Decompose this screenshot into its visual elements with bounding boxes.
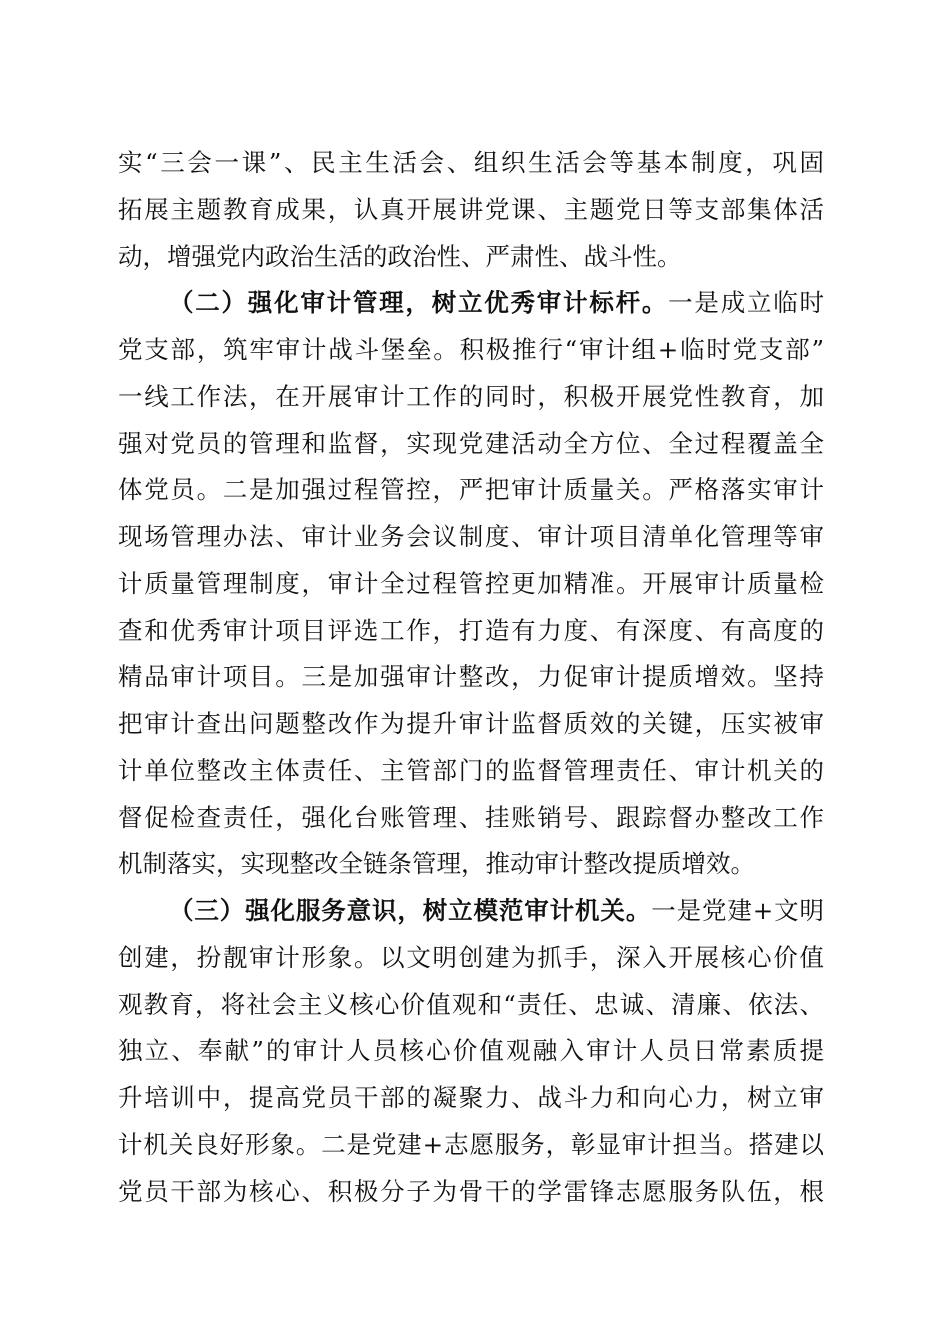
line-text: 计机关良好形象。二是党建+志愿服务，彰显审计担当。搭建以	[118, 1129, 824, 1159]
text-line	[118, 1075, 824, 1122]
line-text: 一是成立临时	[668, 288, 825, 318]
section-paragraph	[118, 888, 824, 1215]
line-text: 拓展主题教育成果，认真开展讲党课、主题党日等支部集体活	[118, 194, 824, 224]
line-text: 计质量管理制度，审计全过程管控更加精准。开展审计质量检	[118, 568, 824, 598]
line-text: 一线工作法，在开展审计工作的同时，积极开展党性教育，加	[118, 381, 824, 411]
line-text: 把审计查出问题整改作为提升审计监督质效的关键，压实被审	[118, 709, 824, 738]
text-line	[118, 982, 824, 1029]
text-line	[118, 234, 824, 281]
line-text: 一是党建+文明	[651, 896, 825, 925]
text-line	[118, 1028, 824, 1075]
text-line	[118, 421, 824, 468]
line-text: 计单位整改主体责任、主管部门的监督管理责任、审计机关的	[118, 755, 824, 785]
section-paragraph	[118, 280, 824, 888]
text-line	[118, 514, 824, 561]
body-paragraph	[118, 140, 824, 280]
line-text: 党支部，筑牢审计战斗堡垒。积极推行“审计组+临时党支部”	[118, 335, 824, 364]
text-line	[118, 561, 824, 608]
line-text: 升培训中，提高党员干部的凝聚力、战斗力和向心力，树立审	[118, 1083, 824, 1112]
line-text: 创建，扮靓审计形象。以文明创建为抓手，深入开展核心价值	[118, 942, 824, 972]
text-line	[118, 748, 824, 795]
line-text: 强对党员的管理和监督，实现党建活动全方位、全过程覆盖全	[118, 428, 824, 458]
line-text: 独立、奉献”的审计人员核心价值观融入审计人员日常素质提	[118, 1036, 824, 1066]
line-text: 精品审计项目。三是加强审计整改，力促审计提质增效。坚持	[118, 662, 824, 692]
text-line	[118, 701, 824, 748]
line-text: 督促检查责任，强化台账管理、挂账销号、跟踪督办整改工作	[118, 802, 824, 832]
line-text: 现场管理办法、审计业务会议制度、审计项目清单化管理等审	[118, 522, 824, 551]
text-line	[118, 935, 824, 982]
text-line	[118, 280, 824, 327]
text-line	[118, 608, 824, 655]
line-text: 体党员。二是加强过程管控，严把审计质量关。严格落实审计	[118, 475, 824, 505]
text-line	[118, 841, 824, 888]
section-heading: （三）强化服务意识，树立模范审计机关。	[169, 896, 652, 925]
text-line	[118, 795, 824, 842]
text-line	[118, 327, 824, 374]
text-line	[118, 654, 824, 701]
text-line	[118, 187, 824, 234]
text-line	[118, 1122, 824, 1169]
document-page	[118, 140, 824, 1215]
text-line	[118, 140, 824, 187]
line-text: 动，增强党内政治生活的政治性、严肃性、战斗性。	[118, 241, 682, 271]
section-heading: （二）强化审计管理，树立优秀审计标杆。	[169, 288, 669, 318]
line-text: 机制落实，实现整改全链条管理，推动审计整改提质增效。	[118, 849, 755, 879]
line-text: 观教育，将社会主义核心价值观和“责任、忠诚、清廉、依法、	[118, 989, 824, 1019]
text-line	[118, 467, 824, 514]
text-line	[118, 888, 824, 935]
text-line	[118, 374, 824, 421]
text-line	[118, 1169, 824, 1216]
line-text: 查和优秀审计项目评选工作，打造有力度、有深度、有高度的	[118, 615, 824, 645]
line-text: 实“三会一课”、民主生活会、组织生活会等基本制度，巩固	[118, 148, 824, 177]
line-text: 党员干部为核心、积极分子为骨干的学雷锋志愿服务队伍，根	[118, 1176, 824, 1206]
